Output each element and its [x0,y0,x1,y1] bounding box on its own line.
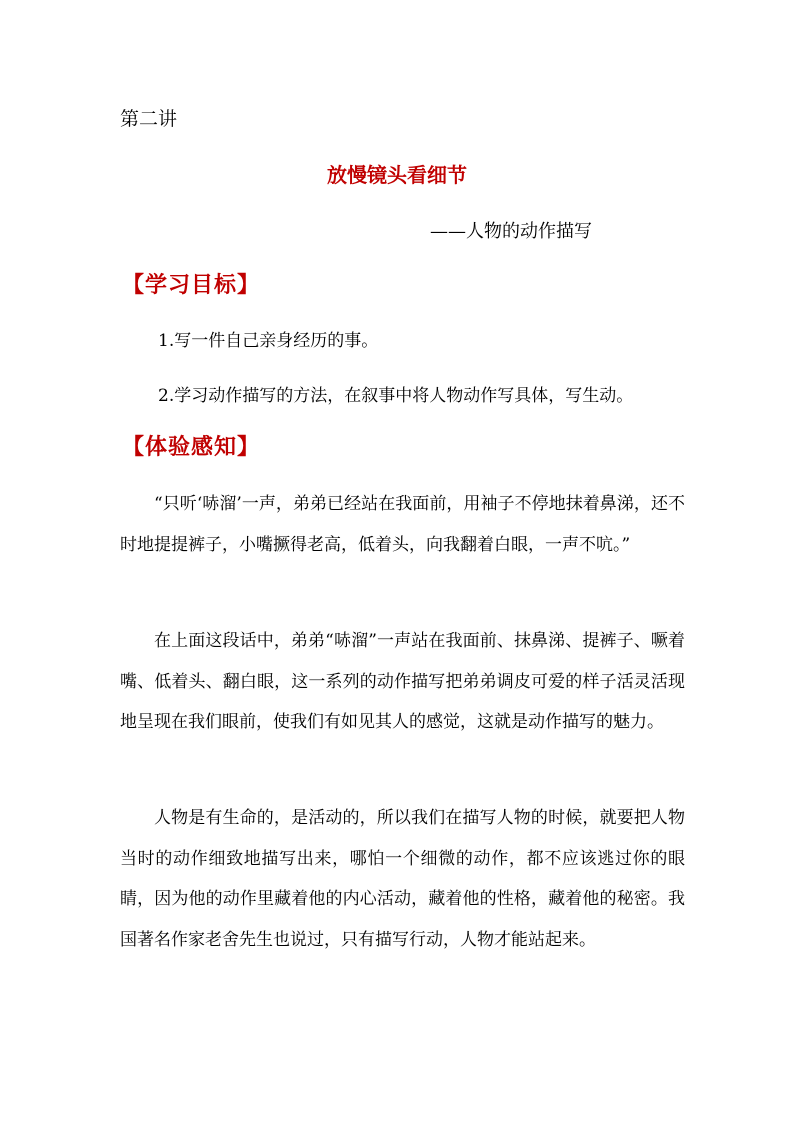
objective-item: 1.写一件自己亲身经历的事。 [158,331,379,351]
page-title: 放慢镜头看细节 [327,163,467,187]
body-paragraph: “只听‘哧溜’一声，弟弟已经站在我面前，用袖子不停地抹着鼻涕，还不时地提提裤子，小嘴撅得老高，低着头，向我翻着白眼，一声不吭。” [120,494,685,555]
body-paragraph: 在上面这段话中，弟弟“哧溜”一声站在我面前、抹鼻涕、提裤子、噘着嘴、低着头、翻白眼，这一系列的动作描写把弟弟调皮可爱的样子活灵活现地呈现在我们眼前，使我们有如见其人的感觉，这就是动作描写的魅力。 [120,631,685,732]
section-heading-objectives: 【学习目标】 [122,272,261,298]
page-subtitle: ——人物的动作描写 [430,221,592,242]
body-paragraph: 人物是有生命的，是活动的，所以我们在描写人物的时候，就要把人物当时的动作细致地描写出来，哪怕一个细微的动作，都不应该逃过你的眼睛，因为他的动作里藏着他的内心活动，藏着他的性格，藏着他的秘密。我国著名作家老舍先生也说过，只有描写行动，人物才能站起来。 [120,808,685,950]
objective-item: 2.学习动作描写的方法，在叙事中将人物动作写具体，写生动。 [158,386,634,406]
section-heading-experience: 【体验感知】 [122,434,261,460]
lecture-label: 第二讲 [120,108,178,130]
